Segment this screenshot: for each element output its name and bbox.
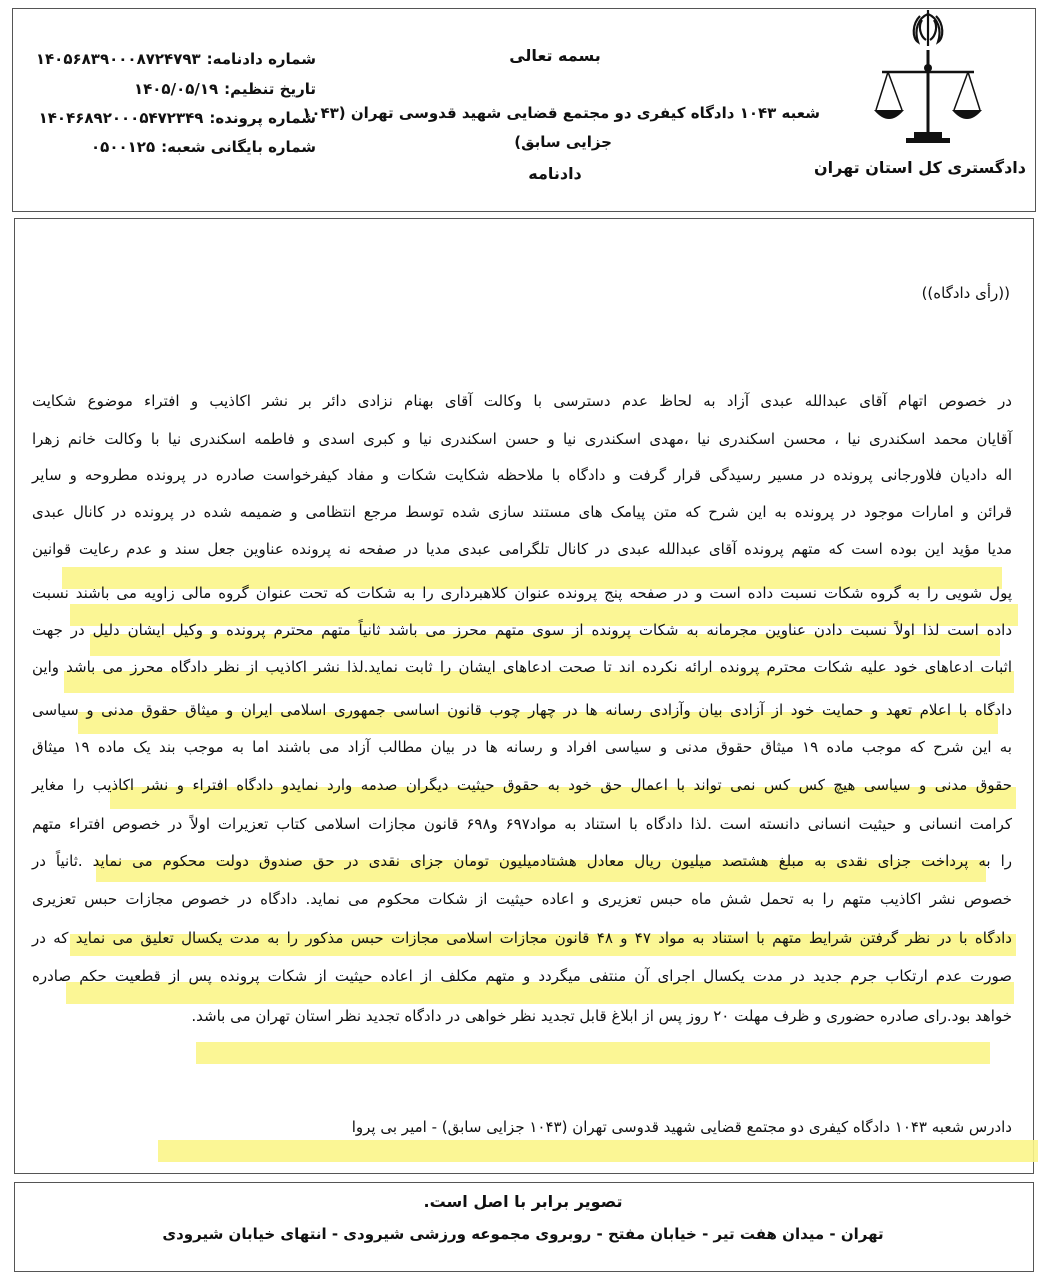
verdict-number-row: [36, 50, 316, 68]
meta-label: شماره بایگانی شعبه:: [161, 138, 316, 156]
highlight-mark: [196, 1042, 990, 1064]
verdict-text-line: اثبات ادعاهای خود علیه شکات محترم پرونده ارائه نکرده اند تا صحت ادعاهای ایشان را ثابت نماید.لذا نشر اکاذیب از نظر دادگاه محرز می باشد واین: [32, 658, 1012, 676]
court-name: دادگستری کل استان تهران: [813, 158, 1026, 177]
verdict-text-line: کرامت انسانی و حیثیت انسانی دانسته است .لذا دادگاه با استناد به مواد۶۹۷ و۶۹۸ قانون مجازات اسلامی کتاب تعزیرات اولاً در خصوص افتراء متهم: [32, 815, 1013, 833]
verdict-text-line: اله دادیان فلاورجانی پرونده در مسیر رسیدگی قرار گرفت و دادگاه با ملاحظه شکایت شکات و مفاد کیفرخواست صادره در پرونده مطروحه و سایر: [32, 466, 1012, 484]
meta-label: شماره پرونده:: [209, 109, 316, 127]
verdict-text-line: داده است لذا اولاً نسبت دادن عناوین مجرمانه به شکات پرونده از سوی متهم محرز می باشد ثانیاً متهم محترم پرونده و وکیل ایشان دلیل در جهت: [32, 621, 1012, 639]
branch-title-line-1: شعبه ۱۰۴۳ دادگاه کیفری دو مجتمع قضایی شهید قدوسی تهران (۱۰۴۳: [302, 104, 820, 122]
meta-label: تاریخ تنظیم:: [224, 80, 316, 98]
verdict-text-line: خواهد بود.رای صادره حضوری و ظرف مهلت ۲۰ روز پس از ابلاغ قابل تجدید نظر خواهی در دادگاه تجدید نظر استان تهران می باشد.: [191, 1007, 1012, 1025]
verdict-text-line: حقوق مدنی و سیاسی هیچ کس کس نمی تواند با اعمال حق خود به حقوق حیثیت دیگران صدمه وارد نمایدو دادگاه افتراء و نشر اکاذیب را مغایر: [32, 776, 1012, 794]
verdict-text-line: پول شویی را به گروه شکات نسبت داده است و در صفحه پنج پرونده عنوان کلاهبرداری را به شکات که تحت عنوان گروه مالی زاویه می باشند نسبت: [32, 584, 1012, 602]
meta-label: شماره دادنامه:: [206, 50, 316, 68]
verdict-text-line: در خصوص اتهام آقای عبدالله عبدی آزاد به لحاظ عدم دسترسی با وکالت آقای بهنام نزادی دائر بر نشر اکاذیب و افتراء موضوع شکایت: [32, 392, 1012, 410]
verdict-text-line: آقایان محمد اسکندری نیا ، محسن اسکندری نیا ،مهدی اسکندری نیا و حسن اسکندری نیا و کبری اسدی و فاطمه اسکندری نیا با وکالت خانم زهرا: [32, 430, 1012, 448]
verdict-text-line: قرائن و امارات موجود در پرونده به این شرح که متن پیامک های مستند سازی شده توسط مرجع انتظامی و ضمیمه شده در پرونده در کانال عبدی: [32, 503, 1012, 521]
verdict-text-line: را به پرداخت جزای نقدی به مبلغ هشتصد میلیون ریال معادل هشتادمیلیون تومان جزای نقدی در حق صندوق دولت محکوم می نماید .ثانیاً در: [32, 852, 1012, 870]
verdict-text-line: به این شرح که موجب ماده ۱۹ میثاق حقوق مدنی و سیاسی افراد و رسانه ها در بیان مطالب آزاد می باشند اما به موجب بند یک ماده ۱۹ میثاق: [32, 738, 1012, 756]
emblem-icon: [868, 6, 988, 146]
meta-value: ۱۴۰۵/۰۵/۱۹: [133, 80, 219, 98]
archive-number-row: [91, 138, 316, 156]
meta-value: ۱۴۰۵۶۸۳۹۰۰۰۸۷۲۴۷۹۳: [35, 50, 201, 68]
court-address: تهران - میدان هفت تیر - خیابان مفتح - روبروی مجموعه ورزشی شیرودی - انتهای خیابان شیرودی: [162, 1225, 884, 1243]
verdict-text-line: دادگاه با اعلام تعهد و حمایت خود از آزادی بیان وآزادی رسانه ها در چهار چوب قانون اساسی جمهوری اسلامی ایران و میثاق حقوق مدنی و سیاسی: [32, 701, 1012, 719]
highlight-mark: [158, 1140, 1038, 1162]
case-number-row: [39, 109, 316, 127]
meta-value: ۱۴۰۴۶۸۹۲۰۰۰۵۴۷۲۳۴۹: [38, 109, 204, 127]
highlight-mark: [66, 982, 1014, 1004]
meta-value: ۰۵۰۰۱۲۵: [91, 138, 156, 156]
certified-copy-note: تصویر برابر با اصل است.: [423, 1192, 623, 1211]
document-title: دادنامه: [528, 164, 582, 183]
verdict-heading: ((رأی دادگاه)): [921, 284, 1010, 302]
branch-title-line-2: جزایی سابق): [514, 133, 612, 151]
bismillah: بسمه تعالی: [509, 46, 601, 65]
verdict-box: [14, 218, 1034, 1174]
verdict-text-line: صورت عدم ارتکاب جرم جدید در مدت یکسال اجرای آن منتفی میگردد و متهم مکلف از اعاده حیثیت از شکات پرونده پس از قطعیت حکم صادره: [32, 967, 1012, 985]
judge-signature-line: دادرس شعبه ۱۰۴۳ دادگاه کیفری دو مجتمع قضایی شهید قدوسی تهران (۱۰۴۳ جزایی سابق) - امیر بی پروا: [351, 1118, 1012, 1136]
verdict-text-line: خصوص نشر اکاذیب متهم را به تحمل شش ماه حبس تعزیری و اعاده حیثیت از شکات محکوم می نماید. دادگاه در خصوص مجازات حبس تعزیری: [32, 890, 1012, 908]
verdict-text-line: مدیا مؤید این بوده است که متهم پرونده آقای عبدالله عبدی در کانال تلگرامی عبدی مدیا در صفحه نه پرونده عناوین جعل سند و عدم رعایت قوانین: [32, 540, 1012, 558]
verdict-text-line: دادگاه با در نظر گرفتن شرایط متهم با استناد به مواد ۴۷ و ۴۸ قانون مجازات اسلامی مجازات حبس مذکور را به مدت یکسال تعلیق می نماید که در: [32, 929, 1012, 947]
issue-date-row: [134, 80, 316, 98]
